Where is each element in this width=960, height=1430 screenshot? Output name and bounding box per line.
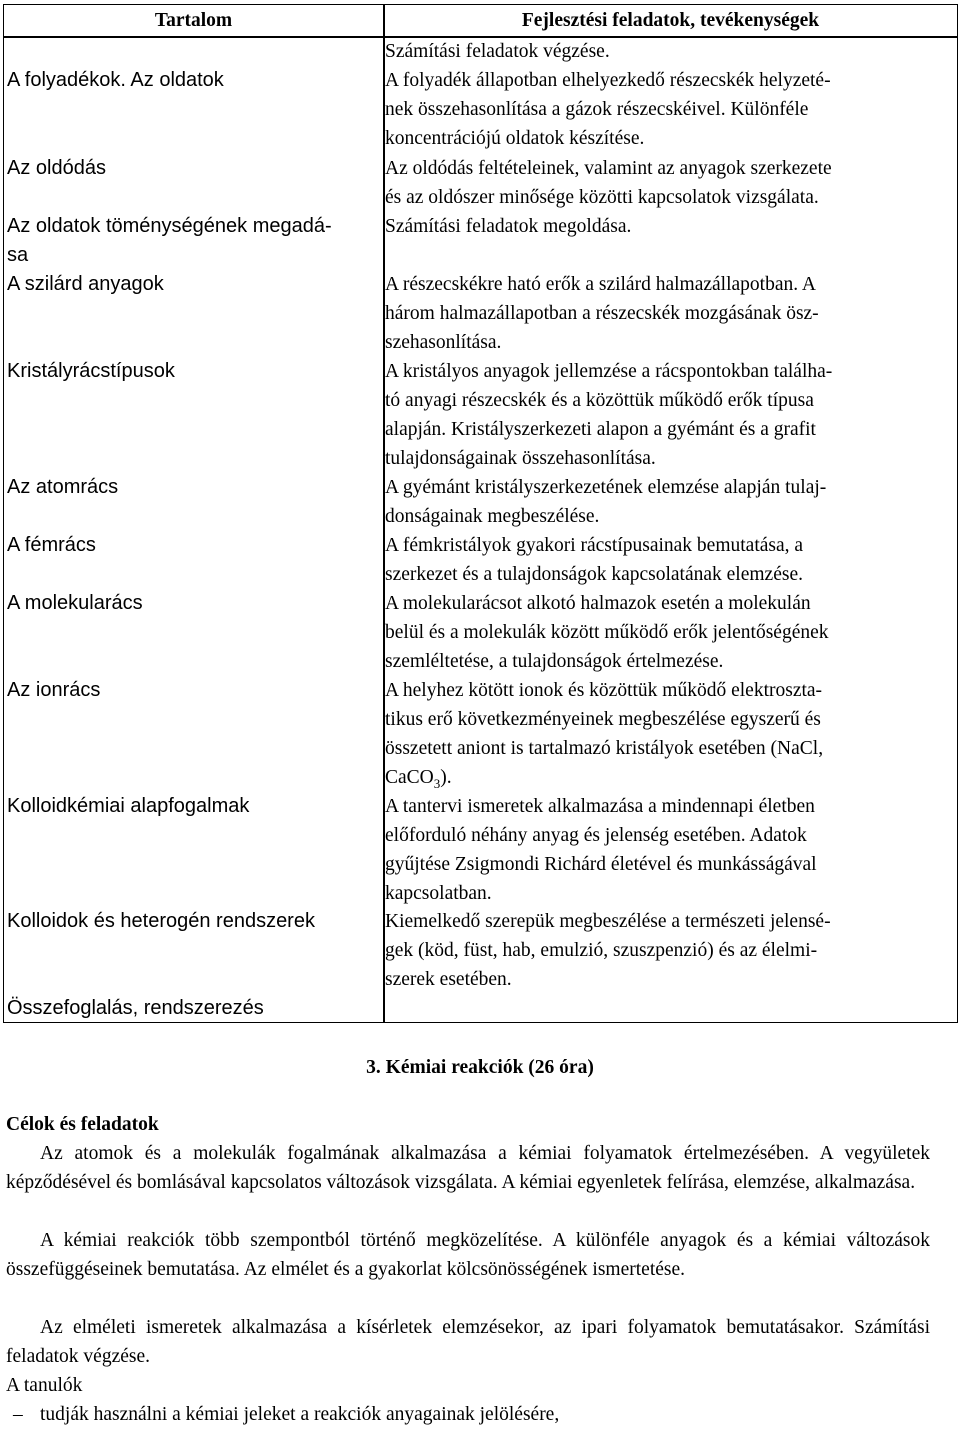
topic-crystal-lattices: Kristályrácstípusok [7,360,175,382]
activity-line: koncentrációjú oldatok készítése. [385,128,645,149]
activity-line: Számítási feladatok végzése. [385,41,610,62]
topic-ionic-lattice: Az ionrács [7,679,101,701]
goals-paragraph-1: Az atomok és a molekulák fogalmának alkalmazása a kémiai folyamatok értelmezésében. A vegyületek képződésével és bomlásával kapcsolatos változások vizsgálata. A kémiai egyenletek felírása, elemzése, alkalmazása. [6,1143,930,1193]
bullet-item: tudják használni a kémiai jeleket a reakciók anyagainak jelölésére, [40,1404,560,1425]
activity-caco3-line [385,763,951,792]
topic-solids: A szilárd anyagok [7,273,164,295]
goals-paragraph-3: Az elméleti ismeretek alkalmazása a kísérletek elemzésekor, az ipari folyamatok bemutatásakor. Számítási feladatok végzése. [6,1317,930,1367]
topic-summary: Összefoglalás, rendszerezés [7,997,264,1019]
activity-line: szemléltetése, a tulajdonságok értelmezése. [385,651,724,672]
activity-line: szerek esetében. [385,969,512,990]
topic-metallic-lattice: A fémrács [7,534,96,556]
activity-line: A kristályos anyagok jellemzése a rácspontokban találha- [385,361,833,382]
activity-line: és az oldószer minősége közötti kapcsolatok vizsgálata. [385,187,819,208]
activity-line: tulajdonságainak összehasonlítása. [385,448,656,469]
topic-concentration: Az oldatok töménységének megadá- [7,215,332,237]
caco3-prefix: CaCO [385,767,434,788]
activity-line: A tantervi ismeretek alkalmazása a mindennapi életben [385,796,815,817]
activity-line: A molekularácsot alkotó halmazok esetén a molekulán [385,593,811,614]
students-label: A tanulók [6,1375,83,1396]
caco3-suffix: ). [440,767,452,788]
topic-colloids-heterogeneous: Kolloidok és heterogén rendszerek [7,910,315,932]
activity-line: tó anyagi részecskék és a közöttük működő erők típusa [385,390,814,411]
activity-line: szerkezet és a tulajdonságok kapcsolatának elemzése. [385,564,803,585]
activity-line: donságainak megbeszélése. [385,506,600,527]
activity-line: nek összehasonlítása a gázok részecskéivel. Különféle [385,99,809,120]
activity-line: A helyhez kötött ionok és közöttük működő elektroszta- [385,680,823,701]
activity-line: Számítási feladatok megoldása. [385,216,632,237]
activity-line: tikus erő következményeinek megbeszélése egyszerű és [385,709,821,730]
goals-heading: Célok és feladatok [6,1114,159,1135]
topic-liquids-solutions: A folyadékok. Az oldatok [7,69,224,91]
activity-line: előforduló néhány anyag és jelenség esetében. Adatok [385,825,807,846]
topic-colloid-basics: Kolloidkémiai alapfogalmak [7,795,250,817]
activity-line: összetett aniont is tartalmazó kristályok esetében (NaCl, [385,738,824,759]
topic-atomic-lattice: Az atomrács [7,476,119,498]
topic-concentration-cont: sa [7,244,29,266]
header-activities: Fejlesztési feladatok, tevékenységek [521,10,820,31]
topic-dissolution: Az oldódás [7,157,106,179]
activity-line: A részecskékre ható erők a szilárd halmazállapotban. A [385,274,816,295]
header-content: Tartalom [154,10,233,31]
activity-line: gyűjtése Zsigmondi Richárd életével és munkásságával [385,854,817,875]
activity-line: gek (köd, füst, hab, emulzió, szuszpenzió) és az élelmi- [385,940,818,961]
activity-line: kapcsolatban. [385,883,492,904]
section-title: 3. Kémiai reakciók (26 óra) [366,1057,594,1078]
activity-line: belül és a molekulák között működő erők jelentőségének [385,622,829,643]
activity-line: A folyadék állapotban elhelyezkedő részecskék helyzeté- [385,70,831,91]
activity-line: szehasonlítása. [385,332,502,353]
activity-line: három halmazállapotban a részecskék mozgásának ösz- [385,303,819,324]
bullet-dash: – [13,1404,23,1425]
goals-paragraph-2: A kémiai reakciók több szempontból történő megközelítése. A különféle anyagok és a kémiai változások összefüggéseinek bemutatása. Az elmélet és a gyakorlat kölcsönösségének ismertetése. [6,1230,930,1280]
caco3-subscript: 3 [433,775,441,791]
activity-line: A gyémánt kristályszerkezetének elemzése alapján tulaj- [385,477,827,498]
activity-line: alapján. Kristályszerkezeti alapon a gyémánt és a grafit [385,419,816,440]
topic-molecular-lattice: A molekularács [7,592,143,614]
activity-line: Kiemelkedő szerepük megbeszélése a természeti jelensé- [385,911,831,932]
activity-line: A fémkristályok gyakori rácstípusainak bemutatása, a [385,535,804,556]
activity-line: Az oldódás feltételeinek, valamint az anyagok szerkezete [385,158,832,179]
